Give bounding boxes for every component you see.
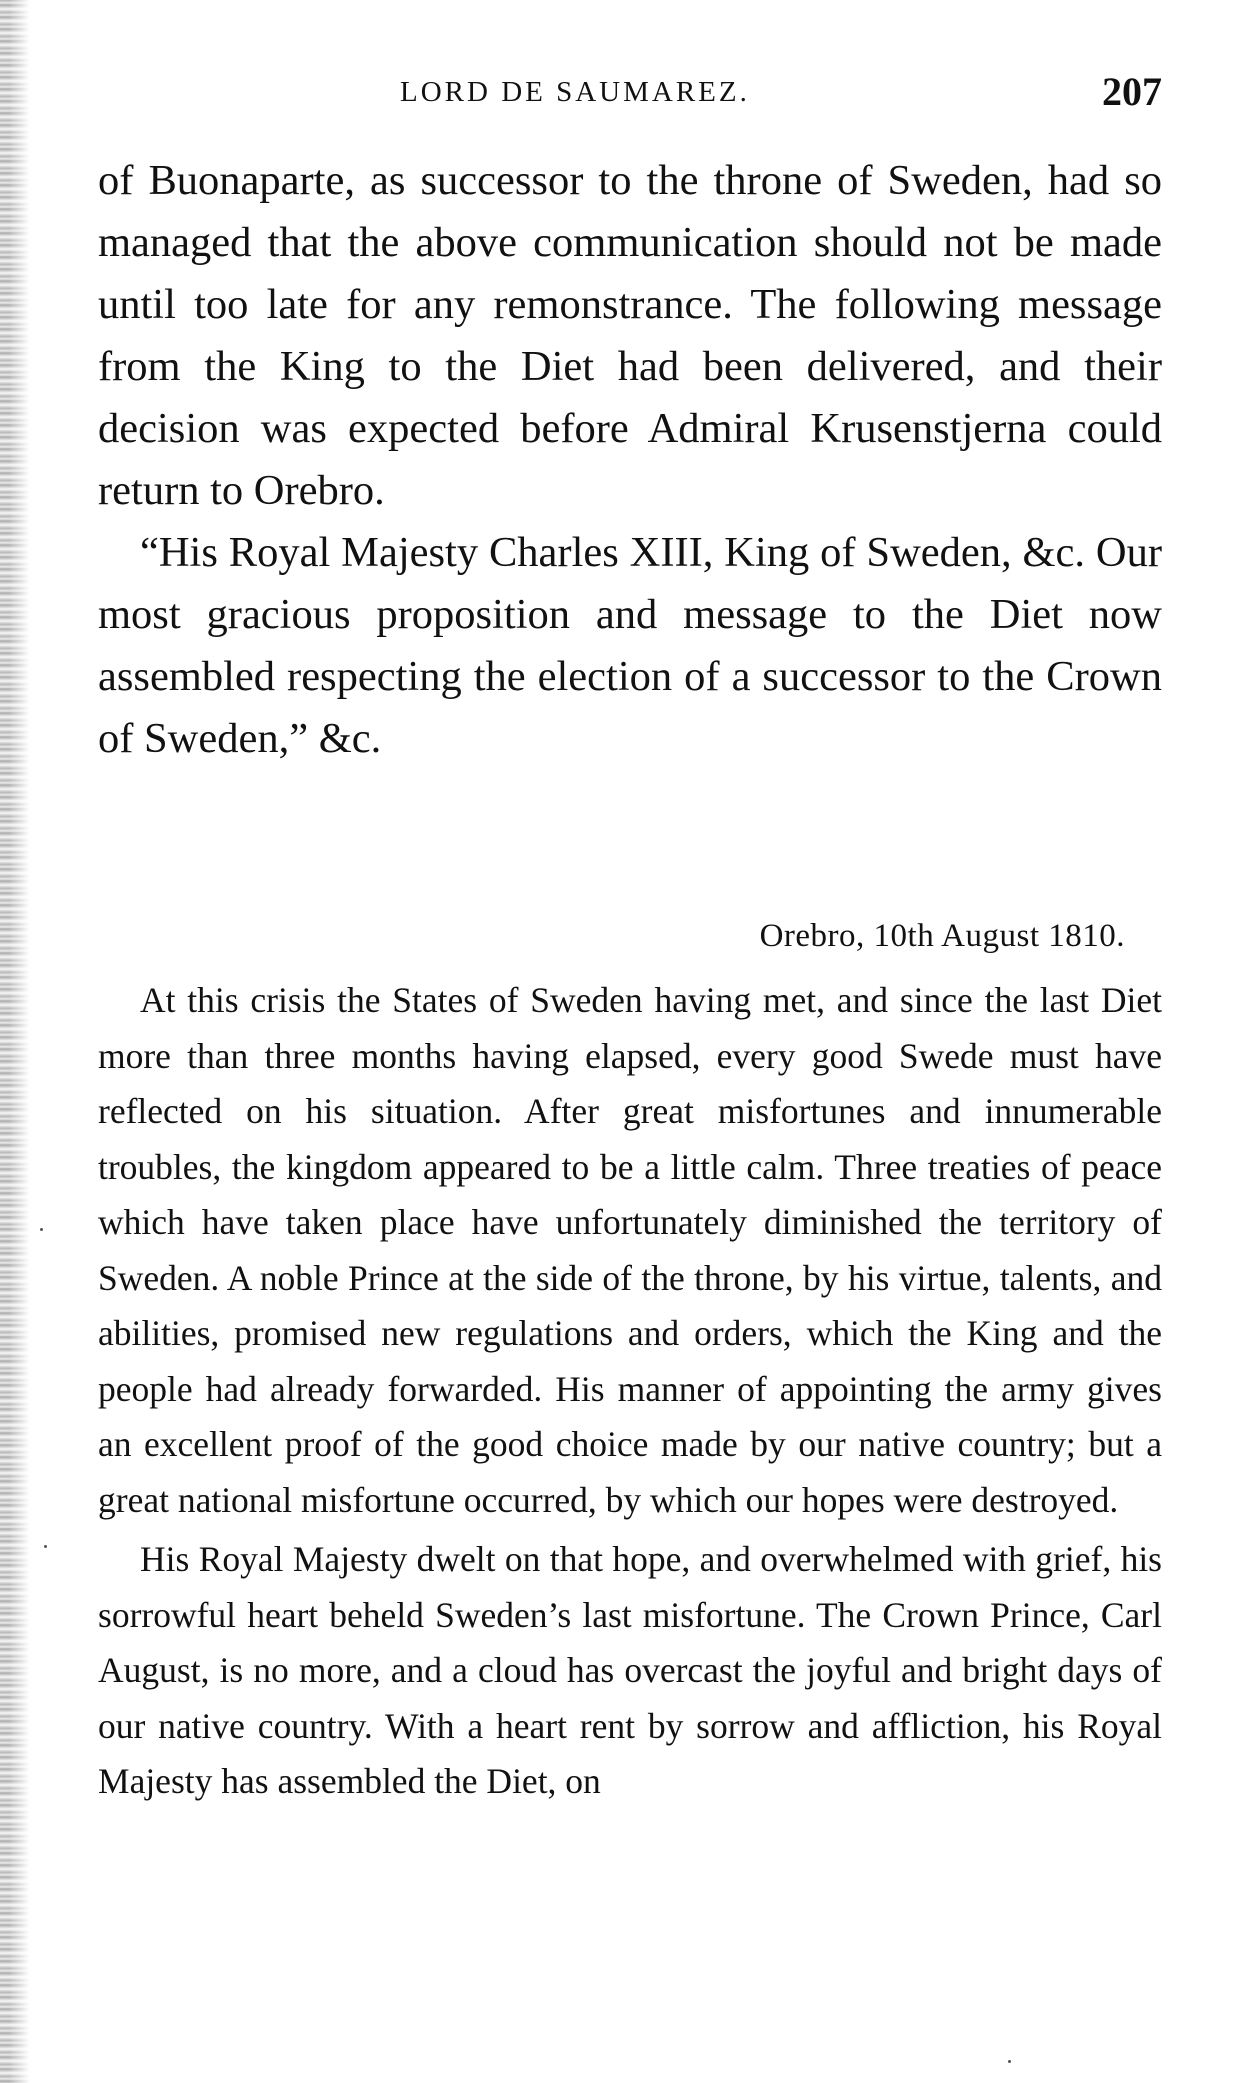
- ink-speck: [1008, 2060, 1011, 2063]
- quoted-message: “His Royal Majesty Charles XIII, King of Sweden, &c. Our most gracious proposition and message to the Diet now assembled respecting the election of a successor to the Crown of Sweden,” &c.: [98, 529, 1162, 762]
- ink-speck: [44, 1545, 47, 1548]
- running-head: LORD DE SAUMAREZ.: [400, 76, 750, 108]
- page-gutter-shadow: [0, 0, 30, 2083]
- main-text-small: [98, 973, 1162, 1810]
- paragraph: At this crisis the States of Sweden having met, and since the last Diet more than three months having elapsed, every good Swede must have reflected on his situation. After great misfortunes and innumerable troubles, the kingdom appeared to be a little calm. Three treaties of peace which have taken place have unfortunately diminished the territory of Sweden. A noble Prince at the side of the throne, by his virtue, talents, and abilities, promised new regulations and orders, which the King and the people had already forwarded. His manner of appointing the army gives an excellent proof of the good choice made by our native country; but a great national misfortune occurred, by which our hopes were destroyed.: [98, 980, 1162, 1520]
- dateline: Orebro, 10th August 1810.: [759, 918, 1125, 954]
- page-header: [98, 68, 1162, 128]
- paragraph: His Royal Majesty dwelt on that hope, and overwhelmed with grief, his sorrowful heart beheld Sweden’s last misfortune. The Crown Prince, Carl August, is no more, and a cloud has overcast the joyful and bright days of our native country. With a heart rent by sorrow and affliction, his Royal Majesty has assembled the Diet, on: [98, 1539, 1162, 1801]
- ink-speck: [40, 1228, 43, 1231]
- main-text-large: [98, 150, 1162, 770]
- page-number: 207: [1102, 69, 1162, 114]
- paragraph: of Buonaparte, as successor to the throne of Sweden, had so managed that the above communication should not be made until too late for any remonstrance. The following message from the King to the Diet had been delivered, and their decision was expected before Admiral Krusenstjerna could return to Orebro.: [98, 157, 1162, 514]
